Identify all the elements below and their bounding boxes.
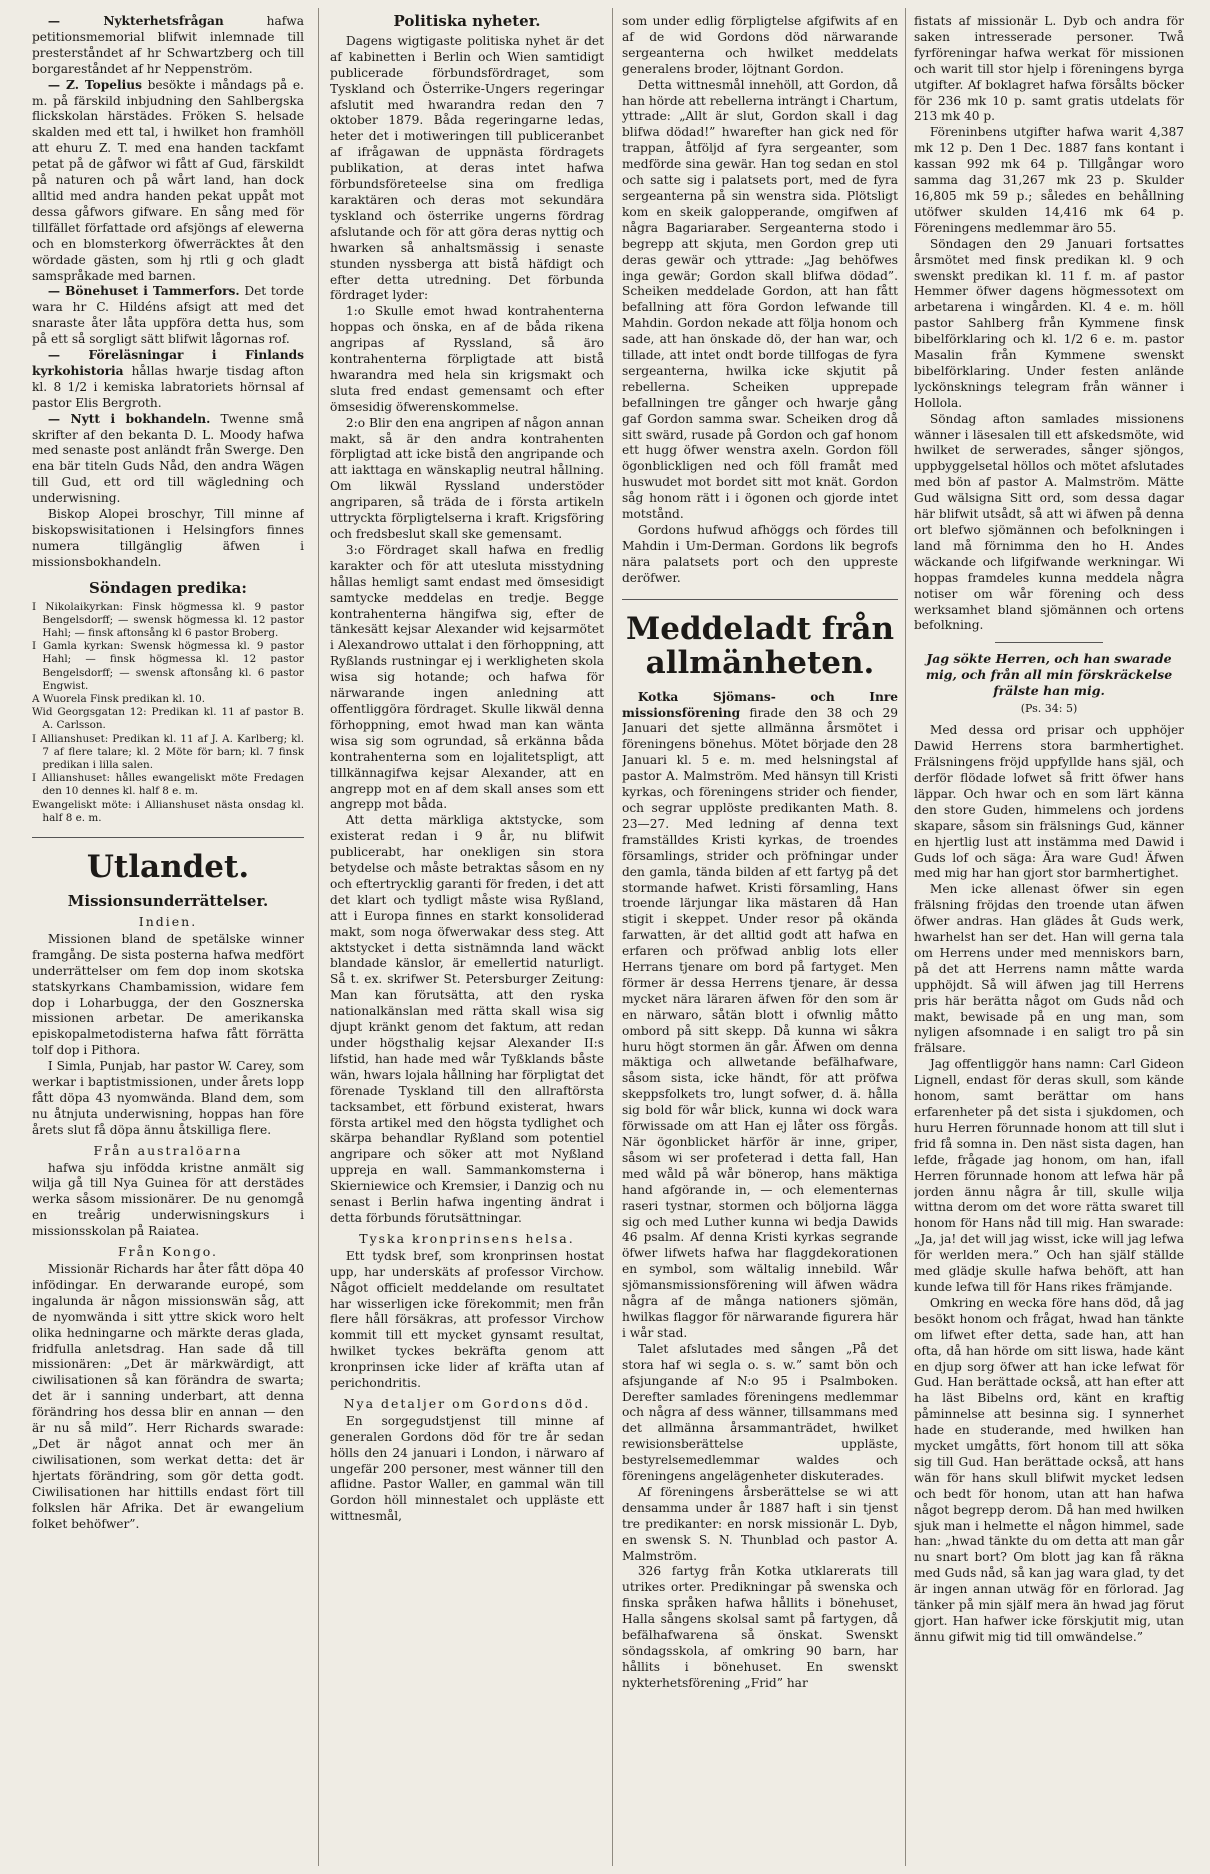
sermon-entry: Wid Georgsgatan 12: Predikan kl. 11 af pastor B. A. Carlsson. <box>32 706 304 732</box>
article-paragraph: 326 fartyg från Kotka utklarerats till utrikes orter. Predikningar på swenska och finska språken hafwa hållits i bönehuset, Halla sångens skolsal samt på fartygen, då befälhafwarena så önskat. Swenskt söndagsskola, af omkring 90 barn, har hållits i bönehuset. En swenskt nykterhetsförening „Frid” har <box>622 1564 898 1690</box>
section-heading-politiska: Politiska nyheter. <box>393 14 541 30</box>
article-paragraph: Ett tydsk bref, som kronprinsen hostat upp, har underskäts af professor Virchow. Något officielt meddelande om resultatet har wisserligen icke förekommit; men från flere håll försäkras, att professor Virchow kommit till ett mycket gynsamt resultat, hwilket tyckes bekräfta genom att kronprinsen icke lider af kräfta utan af perichondritis. <box>330 1248 604 1391</box>
item-lead: — Z. Topelius <box>47 77 142 92</box>
article-paragraph: Söndagen den 29 Januari fortsattes årsmötet med finsk predikan kl. 9 och swenskt predikan kl. 11 f. m. af pastor Hemmer öfwer dagens högmessotext om arbetarena i wingården. Kl. 4 e. m. höll pastor Sahlberg från Kymmene finsk bibelförklaring och kl. 1/2 6 e. m. pastor Masalin från Kymmene swenskt bibelförklaring. Under festen anlände lyckönsknings telegram från wänner i Hollola. <box>914 236 1184 410</box>
article-paragraph: Föreninbens utgifter hafwa warit 4,387 mk 12 p. Den 1 Dec. 1887 fans kontant i kassan 992 mk 64 p. Tillgångar woro samma dag 31,267 mk 23 p. Skulder 16,805 mk 59 p.; således en behållning utöfwer skulden 14,416 mk 64 p. Föreningens medlemmar äro 55. <box>914 125 1184 235</box>
article-paragraph: I Simla, Punjab, har pastor W. Carey, som werkar i baptistmissionen, under årets lopp fått döpa 43 nyomwända. Bland dem, som nu åtnjuta underwisning, hoppas han före årets slut få döpa ännu åtskilliga flere. <box>32 1059 304 1137</box>
column-4 <box>914 14 1184 1864</box>
article-paragraph: 3:o Fördraget skall hafwa en fredlig karakter och för att utesluta misstydning hållas hemligt samt endast med ömsesidigt samtycke meddelas en tredje. Begge kontrahenterna hängifwa sig, efter de tänkesätt kejsar Alexander wid kejsarmötet i Alexandrowo uttalat i den förhoppning, att Ryßlands rustningar ej i werkligheten skola wisa sig hotande; och hafwa för närwarande ingen anledning att offentliggöra fördraget. Skulle likwäl denna förhoppning, emot hwad man kan wänta wisa sig som ogrundad, så erkänna båda kontrahenterna som en lojalitetspligt, att tillkännagifwa kejsar Alexander, att en angrepp mot en af dem skall anses som ett angrepp mot båda. <box>330 542 604 812</box>
section-heading-meddeladt: Meddeladt från allmänheten. <box>625 610 895 681</box>
column-rule <box>612 8 613 1866</box>
article-paragraph: fistats af missionär L. Dyb och andra för saken intresserade personer. Twå fyrföreningar hafwa werkat för missionen och warit till stor hjelp i föreningens byrga utgifter. Af boklagret hafwa försålts böcker för 236 mk 10 p. samt gratis utdelats för 213 mk 40 p. <box>914 14 1184 124</box>
item-text: besökte i måndags på e. m. på färskild inbjudning den Sahlbergska flickskolan härstädes. Fröken S. helsade skalden med ett tal, i hwilket hon framhöll att ehuru Z. T. med ena handen tackfamt petat på de gåfwor wi fått af Gud, färskildt på naturen och på wårt land, han dock alltid med andra handen pekat uppåt mot dessa gåfwors gifware. En sång med för tillfället författade ord afsjöngs af elewerna och en blomsterkorg öfwerräcktes åt den wördade gästen, som hj rtli g och gladt samspråkade med barnen. <box>32 77 304 283</box>
sermon-entry: A Wuorela Finsk predikan kl. 10. <box>32 693 206 706</box>
article-subheading: Nya detaljer om Gordons död. <box>343 1395 591 1411</box>
sermon-entry: I Allianshuset: Predikan kl. 11 af J. A. Karlberg; kl. 7 af flere talare; kl. 2 Möte för barn; kl. 7 finsk predikan i lilla salen. <box>32 732 304 772</box>
bible-verse-heading: Jag sökte Herren, och han swarade mig, och från all min förskräckelse frälste han mig. <box>925 651 1173 699</box>
article-paragraph: hafwa sju infödda kristne anmält sig wilja gå till Nya Guinea för att derstädes werka såsom missionärer. De nu genomgå en treårig underwisningskurs i missionsskolan på Raiatea. <box>32 1160 304 1239</box>
article-paragraph: 2:o Blir den ena angripen af någon annan makt, så är den andra kontrahenten förpligtad att icke bistå den angripande och att iakttaga en wänskaplig neutral hållning. Om likwäl Ryssland understöder angriparen, så träda de i första artikeln uttryckta förpligtelserna i kraft. Krigsföring och fredsbeslut skall ske gemensamt. <box>330 415 604 541</box>
item-lead: — Föreläsningar i Finlands kyrkohistoria <box>32 348 304 378</box>
section-divider <box>622 599 898 600</box>
section-divider <box>32 837 304 838</box>
verse-reference: (Ps. 34: 5) <box>1020 702 1078 716</box>
item-text: hållas hwarje tisdag afton kl. 8 1/2 i kemiska labratoriets hörnsal af pastor Elis Bergroth. <box>32 363 304 410</box>
sermon-entry: Ewangeliskt möte: i Allianshuset nästa onsdag kl. half 8 e. m. <box>32 798 304 824</box>
item-text: Biskop Alopei broschyr, Till minne af biskopswisitationen i Helsingfors finnes numera tillgänglig äfwen i missionsbokhandeln. <box>32 507 304 569</box>
article-paragraph: Gordons hufwud afhöggs och fördes till Mahdin i Um-Derman. Gordons lik begrofs nära palatsets port och den uppreste deröfwer. <box>622 523 898 585</box>
column-rule <box>905 8 906 1866</box>
region-subheading: Från australöarna <box>93 1142 243 1158</box>
item-text: firade den 38 och 29 Januari det sjette allmänna årsmötet i föreningens bönehus. Mötet började den 28 Januari kl. 5 e. m. med helsningstal af pastor A. Malmström. Med hänsyn till Kristi kyrkas, och föreningens strider och fiender, och segrar upplöste predikanten Math. 8. 23—27. Med ledning af denna text framställdes Kristi kyrkas, de troendes församlings, strider och pröfningar under den gamla, tända bilden af ett fartyg på det stormande hafwet. Kristi församling, Hans troende lärjungar lika mästaren då Han stigit i skeppet. Under resor på okända farwatten, är det alltid godt att hafwa en erfaren och pröfwad anblig lots eller Herrans tjenare om bord på fartyget. Men förmer är dessa Herrens tjenare, är dessa mycket nära läraren äfwen för den som är en närwaro, såtän blott i ofwnlig måtto ombord på sitt skepp. Då kunna wi såkra huru högt stormen än går. Äfwen om denna mäktiga och allwetande befälhafware, såsom sista, icke händt, för att pröfwa skeppsfolkets tro, lungt sofwer, d. ä. hålla sig bold för wår blick, kunna wi dock wara förwissade om att Han ej låter oss förgås. När ögonblicket härför är inne, griper, såsom wi ser profeterad i detta fall, Han med wåld på wår bönerop, hans mäktiga hand afgörande in, — och elementernas raseri tystnar, stormen och böljorna lägga sig och med Luther kunna wi bedja Dawids 46 psalm. Af denna Kristi kyrkas segrande öfwer lifwets hafwa har flaggdekorationen en symbol, som wältalig innebild. Wår sjömansmissionsförening will äfwen wädra några af de många nationers sjömän, hwilkas flaggor för närwarande figurera här i wår stad. <box>622 705 898 1340</box>
article-paragraph: Talet afslutades med sången „På det stora haf wi segla o. s. w.” samt bön och afsjungande af N:o 95 i Psalmboken. Derefter samlades föreningens medlemmar och några af dess wänner, tillsammans med det allmänna årsammanträdet, hwilket rewisionsberättelse uppläste, bestyrelsemedlemmar waldes och föreningens angelägenheter diskuterades. <box>622 1341 898 1484</box>
article-paragraph: Af föreningens årsberättelse se wi att densamma under år 1887 haft i sin tjenst tre predikanter: en norsk missionär L. Dyb, en swensk S. N. Thunblad och pastor A. Malmström. <box>622 1484 898 1563</box>
column-rule <box>318 8 319 1866</box>
region-subheading: Från Kongo. <box>118 1244 218 1260</box>
sermon-entry: I Nikolaikyrkan: Finsk högmessa kl. 9 pastor Bengelsdorff; — swensk högmessa kl. 12 pastor Hahl; — finsk aftonsång kl 6 pastor Broberg. <box>32 600 304 640</box>
article-subheading: Tyska kronprinsens helsa. <box>359 1230 575 1246</box>
article-paragraph: 1:o Skulle emot hwad kontrahenterna hoppas och önska, en af de båda rikena angripas af Ryssland, så äro kontrahenterna förpligtade att bistå hwarandra med hela sin krigsmakt och sluta fred endast gemensamt och efter ömsesidig öfwerenskommelse. <box>330 304 604 414</box>
sermon-entry: I Gamla kyrkan: Swensk högmessa kl. 9 pastor Hahl; — finsk högmessa kl. 12 pastor Bengelsdorff; — swensk aftonsång kl. 6 pastor Engwist. <box>32 640 304 692</box>
item-lead: Kotka Sjömans- och Inre missionsförening <box>622 689 898 720</box>
article-paragraph: Jag offentliggör hans namn: Carl Gideon Lignell, endast för deras skull, som kände honom, samt berättar om hans erfarenheter på det sista i sjukdomen, och huru Herren förunnade honom att till slut i frid få somna in. Den näst sista dagen, han lefde, frågade jag honom, om han, ifall Herren förunnade honom att lefwa här på jorden ännu några år till, skulle wilja wittna derom om det wore rätta swaret till honom för Hans nåd till mig. Han swarade: „Ja, ja! det will jag wisst, icke will jag lefwa för werlden mera.” Och han själf ställde med glädje skulle hafwa behöft, att han kunde lefwa till för Hans rikes främjande. <box>914 1057 1184 1294</box>
article-paragraph: Men icke allenast öfwer sin egen frälsning fröjdas den troende utan äfwen öfwer andras. Han glädes åt Guds werk, hwarhelst han ser det. Han will gerna tala om Herrens under med menniskors barn, på det att Herrens namn måtte warda upphöjdt. Så will äfwen jag till Herrens pris här berätta något om Guds nåd och makt, bewisade på en ung man, som nyligen afsomnade i en saligt tro på sin frälsare. <box>914 882 1184 1056</box>
article-paragraph: Att detta märkliga aktstycke, som existerat redan i 9 år, nu blifwit publicerabt, har onekligen sin stora betydelse och måste betraktas såsom en ny och eftertrycklig garanti för freden, i det att det klart och tydligt måste wisa Ryßland, att i Europa finnes en starkt konsoliderad makt, som noga öfwerwakar dess steg. Att aktstycket i detta sistnämnda land wäckt blandade känslor, är emellertid naturligt. Så t. ex. skrifwer St. Petersburger Zeitung: Man kan förutsätta, att den ryska nationalkänslan med rätta skall wisa sig djupt kränkt genom det faktum, att redan under högsthalig kejsar Alexander II:s lifstid, han hade med wår Tyßklands båste wän, hwars lojala hållning har förpligtat det förenade Tyskland till den allraftörsta tacksambet, ett förbund existerat, hwars första artikel med den högsta tydlighet och skärpa behandlar Ryßland som potentiel angripare och söker att mot Nyßland uppreja en wall. Sammankomsterna i Skierniewice och Kremsier, i Danzig och nu senast i Berlin hafwa ingenting ändrat i detta förbunds förutsättningar. <box>330 813 604 1225</box>
article-paragraph: Omkring en wecka före hans död, då jag besökt honom och frågat, hwad han tänkte om lifwet efter detta, sade han, att han ofta, då han hörde om sitt liswa, hade känt en djup sorg öfwer att han icke lefwat för Gud. Han berättade också, att han efter att ha läst Bibelns ord, känt en kraftig påminnelse att besinna sig. I synnerhet hade en studerande, med hwilken han mycket umgåtts, fört honom till att söka sig till Gud. Han berättade också, att hans wän för hans skull blifwit mycket ledsen och bedt för honom, utan att han hafwa något begrepp derom. Då han med hwilken sjuk man i helmette el någon himmel, sade han: „hwad tänkte du om detta att man går nu snart bort? Om blott jag kan få räkna med Guds nåd, så kan jag wara glad, ty det är ingen annan utwäg för en förlorad. Jag tänker på min själf mera än hwad jag förut gjort. Han hafwer icke förskjutit mig, utan ännu gifwit mig tid till omwändelse.” <box>914 1295 1184 1644</box>
item-lead: — Nykterhetsfrågan <box>47 14 224 28</box>
article-paragraph: som under edlig förpligtelse afgifwits af en af de wid Gordons död närwarande sergeanterna och hwilket meddelats generalens broder, löjtnant Gordon. <box>622 14 898 76</box>
section-divider <box>995 642 1103 643</box>
item-text: hafwa petitionsmemorial blifwit inlemnade till presterståndet af hr Schwartzberg och till borgareståndet af hr Neppenström. <box>32 14 304 76</box>
article-paragraph: Söndag afton samlades missionens wänner i läsesalen till ett afskedsmöte, wid hwilket de serwerades, sånger sjöngos, uppbyggelsetal höllos och mötet afslutades med bön af pastor A. Malmström. Mätte Gud wälsigna Sitt ord, som dessa dagar här blifwit utsådt, så att wi äfwen på denna ort blefwo sjömännen och befolkningen i land må förnimma den ho H. Andes wäckande och lifgifwande werkningar. Wi hoppas framdeles kunna meddela några notiser om wår förening och dess werksamhet bland sjömännen och ortens befolkning. <box>914 411 1184 633</box>
item-lead: — Bönehuset i Tammerfors. <box>47 284 240 299</box>
article-paragraph: Med dessa ord prisar och upphöjer Dawid Herrens stora barmhertighet. Frälsningens fröjd uppfyllde hans själ, och derför flödade lofwet så fritt öfwer hans läppar. Och hwar och en som lärt känna den store Guden, himmelens och jordens skapare, såsom sin frälsnings Gud, känner en hjertlig lust att instämma med Dawid i Guds lof och säga: Ära ware Gud! Äfwen med mig har han gjort stor barmhertighet. <box>914 723 1184 881</box>
section-heading-utlandet: Utlandet. <box>86 849 250 886</box>
sermon-heading: Söndagen predika: <box>89 578 247 597</box>
article-paragraph: Detta wittnesmål innehöll, att Gordon, då han hörde att rebellerna inträngt i Chartum, yttrade: „Allt är slut, Gordon skall i dag blifwa dödad!” hwarefter han gick ned för trappan, åtföljd af fyra sergeanter, som medförde sina gewär. Han tog sedan en stol och satte sig i palatsets port, med de fyra sergeanterna på sin wenstra sida. Plötsligt kom en skeik galopperande, omgifwen af några Bagariaraber. Sergeanterna stodo i begrepp att skjuta, men Gordon grep uti deras gewär och yttrade: „Jag behöfwes inga gewär; Gordon skall blifwa dödad”. Scheiken meddelade Gordon, att han fått befallning att föra Gordon lefwande till Mahdin. Gordon nekade att följa honom och sade, att han önskade dö, der han war, och tillade, att intet ondt borde tillfogas de fyra sergeanterna, hwilka icke skjutit på rebellerna. Scheiken upprepade befallningen tre gånger och hwarje gång gaf Gordon samma swar. Scheiken drog då sitt swärd, rusade på Gordon och gaf honom ett hugg öfwer wenstra axeln. Gordon föll ögonblickligen ned och föll framåt med huswudet mot bordet sitt mot knät. Gordon såg honom rätt i i ögonen och gjorde intet motstånd. <box>622 77 898 522</box>
column-3 <box>622 14 898 1864</box>
section-subheading: Missionsunderrättelser. <box>67 892 269 911</box>
article-paragraph: En sorgegudstjenst till minne af generalen Gordons död för tre år sedan hölls den 24 januari i London, i närwaro af ungefär 200 personer, mest wänner till den aflidne. Pastor Waller, en gammal wän till Gordon höll minnestalet och uppläste ett wittnesmål, <box>330 1413 604 1524</box>
item-text: Twenne små skrifter af den bekanta D. L. Moody hafwa med senaste post anländt från Swerge. Den ena bär titeln Guds Nåd, den andra Wägen till Gud, ett ord till wägledning och underwisning. <box>32 411 304 506</box>
item-lead: — Nytt i bokhandeln. <box>47 411 211 426</box>
column-1 <box>32 14 304 1864</box>
article-paragraph: Missionen bland de spetälske winner framgång. De sista posterna hafwa medfört underrättelser om fem dop inom skotska statskyrkans Chambamission, widare fem dop i Loharbugga, der den Gosznerska missionen arbetar. De amerikanska episkopalmetodisterna hafwa fått förrätta tolf dop i Pithora. <box>32 931 304 1058</box>
article-paragraph: Dagens wigtigaste politiska nyhet är det af kabinetten i Berlin och Wien samtidigt publicerade förbundsfördraget, som Tyskland och Österrike-Ungers regeringar afslutit med hwarandra redan den 7 oktober 1879. Båda regeringarne ledas, heter det i motiweringen till publiceranbet af ifrågawan de uppnästa fördragets publikation, at deras intet hafwa förbundsföreteelse sina om fredliga karaktären och deras mot sekundära tyskland och österrike ungerns fördrag afslutande och för att göra deras nyttig och hwarken så anhaltsmässig i senaste stunden nyssberga att bistå häfdigt och efter detta utredning. Det förbunda fördraget lyder: <box>330 33 604 303</box>
sermon-entry: I Allianshuset: hålles ewangeliskt möte Fredagen den 10 dennes kl. half 8 e. m. <box>32 772 304 798</box>
article-paragraph: Missionär Richards har åter fått döpa 40 infödingar. En derwarande europé, som ingalunda är någon missionswän såg, att de nyomwända i sitt yttre skick woro helt olika hedningarne och märkte deras glada, fridfulla anletsdrag. Han sade då till missionären: „Det är märkwärdigt, att ciwilisationen så kan förändra de swarta; det är i sanning underbart, att denna förändring hos dessa blir en annan — den är nu så mild”. Herr Richards swarade: „Det är något annat och mer än ciwilisationen, som werkat detta: det är hjertats förändring, som gör detta godt. Ciwilisationen har hittills endast fört till folkslen här Afrika. Det är ewangelium folket behöfwer”. <box>32 1262 304 1531</box>
region-subheading: Indien. <box>138 913 198 929</box>
column-2 <box>330 14 604 1864</box>
item-text: Det torde wara hr C. Hildéns afsigt att med det snaraste åter låta uppföra detta hus, som på ett så sorgligt sätt blifwit lågornas rof. <box>32 284 304 347</box>
